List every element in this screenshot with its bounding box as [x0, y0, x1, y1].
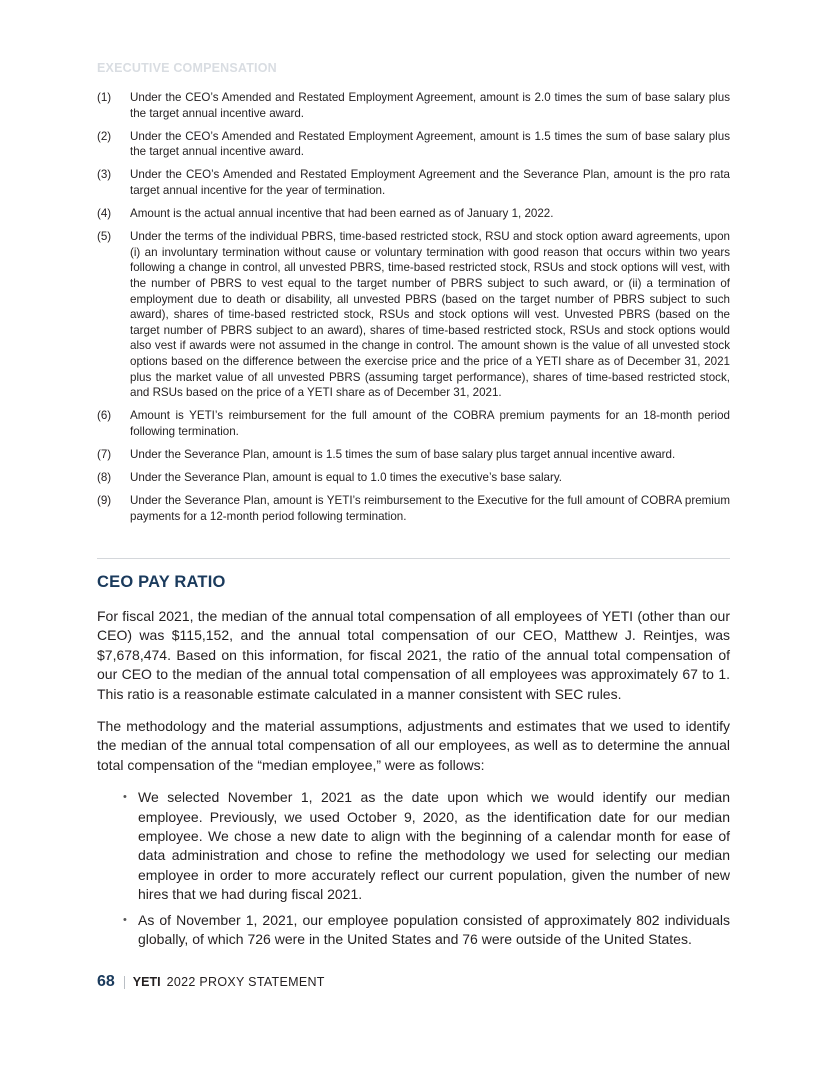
ceo-pay-ratio-body	[97, 607, 730, 956]
list-item	[97, 788, 730, 904]
footnote	[97, 129, 730, 160]
footnote-number: (6)	[97, 409, 112, 423]
footnote	[97, 408, 730, 439]
paragraph: The methodology and the material assumptions, adjustments and estimates that we used to identify the median of the annual total compensation of all our employees, as well as to determine the annual total compensation of the “median employee,” were as follows:	[97, 718, 730, 773]
footnote-text: Under the terms of the individual PBRS, time-based restricted stock, RSU and stock option award agreements, upon (i) an involuntary termination without cause or voluntary termination with good reason that occurs within two years following a change in control, all unvested PBRS, time-based restricted stock, RSUs and stock options will vest, with the number of PBRS to vest equal to the target number of PBRS subject to such award, or (ii) a termination of employment due to death or disability, all unvested PBRS (based on the target number of PBRS subject to such award), shares of time-based restricted stock, RSUs and stock options will vest. Unvested PBRS (based on the target number of PBRS subject to an award), shares of time-based restricted stock, RSUs and stock options would also vest if awards were not assumed in the change in control. The amount shown is the value of all unvested stock options based on the difference between the exercise price and the price of a YETI share as of December 31, 2021 plus the market value of all unvested PBRS (assuming target performance), shares of time-based restricted stock, and RSUs based on the price of a YETI share as of December 31, 2021.	[130, 230, 730, 400]
footnote-number: (4)	[97, 207, 112, 221]
footnote	[97, 90, 730, 121]
footnote-text: Under the CEO’s Amended and Restated Employment Agreement and the Severance Plan, amount is the pro rata target annual incentive for the year of termination.	[130, 168, 730, 197]
list-item-text: As of November 1, 2021, our employee population consisted of approximately 802 individuals globally, of which 726 were in the United States and 76 were outside of the United States.	[138, 911, 730, 948]
footnote	[97, 470, 730, 486]
footnote-text: Under the CEO’s Amended and Restated Employment Agreement, amount is 2.0 times the sum of base salary plus the target annual incentive award.	[130, 91, 730, 120]
bullet-icon: •	[123, 913, 127, 926]
footnote	[97, 493, 730, 524]
section-divider	[97, 558, 730, 559]
footnote	[97, 447, 730, 463]
footnotes-list	[97, 90, 730, 532]
footnote-text: Under the Severance Plan, amount is YETI’s reimbursement to the Executive for the full amount of COBRA premium payments for a 12-month period following termination.	[130, 494, 730, 523]
footnote-number: (1)	[97, 91, 112, 104]
footnote-text: Under the CEO’s Amended and Restated Employment Agreement, amount is 1.5 times the sum of base salary plus the target annual incentive award.	[130, 129, 730, 159]
page-footer	[97, 973, 325, 991]
footnote-number: (5)	[97, 230, 112, 244]
list-item	[97, 911, 730, 950]
footer-separator	[124, 976, 125, 989]
footnote	[97, 167, 730, 198]
footnote-number: (3)	[97, 168, 112, 182]
footnote	[97, 229, 730, 401]
footnote-number: (2)	[97, 129, 112, 143]
methodology-list	[97, 788, 730, 949]
footnote-text: Under the Severance Plan, amount is 1.5 times the sum of base salary plus target annual incentive award.	[130, 447, 676, 461]
footnote-text: Amount is YETI’s reimbursement for the full amount of the COBRA premium payments for an 18-month period following termination.	[130, 409, 730, 438]
paragraph: For fiscal 2021, the median of the annual total compensation of all employees of YETI (other than our CEO) was $115,152, and the annual total compensation of our CEO, Matthew J. Reintjes, was $7,678,474. Based on this information, for fiscal 2021, the ratio of the annual total compensation of our CEO to the median of the annual total compensation of all employees was approximately 67 to 1. This ratio is a reasonable estimate calculated in a manner consistent with SEC rules.	[97, 608, 730, 702]
section-title: CEO PAY RATIO	[97, 573, 226, 591]
brand-name: YETI	[132, 975, 161, 989]
list-item-text: We selected November 1, 2021 as the date upon which we would identify our median employee. Previously, we used October 9, 2020, as the identification date for our median employee. We chose a new date to align with the beginning of a calendar month for ease of data administration and chose to refine the methodology we used for selecting our median employee in order to more accurately reflect our current population, given the number of new hires that we had during fiscal 2021.	[138, 789, 730, 903]
footnote-number: (8)	[97, 470, 112, 484]
footnote-number: (7)	[97, 447, 112, 461]
page-number: 68	[97, 973, 115, 990]
footnote	[97, 206, 730, 222]
footnote-text: Amount is the actual annual incentive that had been earned as of January 1, 2022.	[130, 207, 554, 221]
section-header: EXECUTIVE COMPENSATION	[97, 61, 277, 75]
footnote-text: Under the Severance Plan, amount is equal to 1.0 times the executive’s base salary.	[130, 470, 563, 484]
footnote-number: (9)	[97, 494, 112, 508]
document-title: 2022 PROXY STATEMENT	[166, 975, 325, 989]
bullet-icon: •	[123, 791, 127, 804]
